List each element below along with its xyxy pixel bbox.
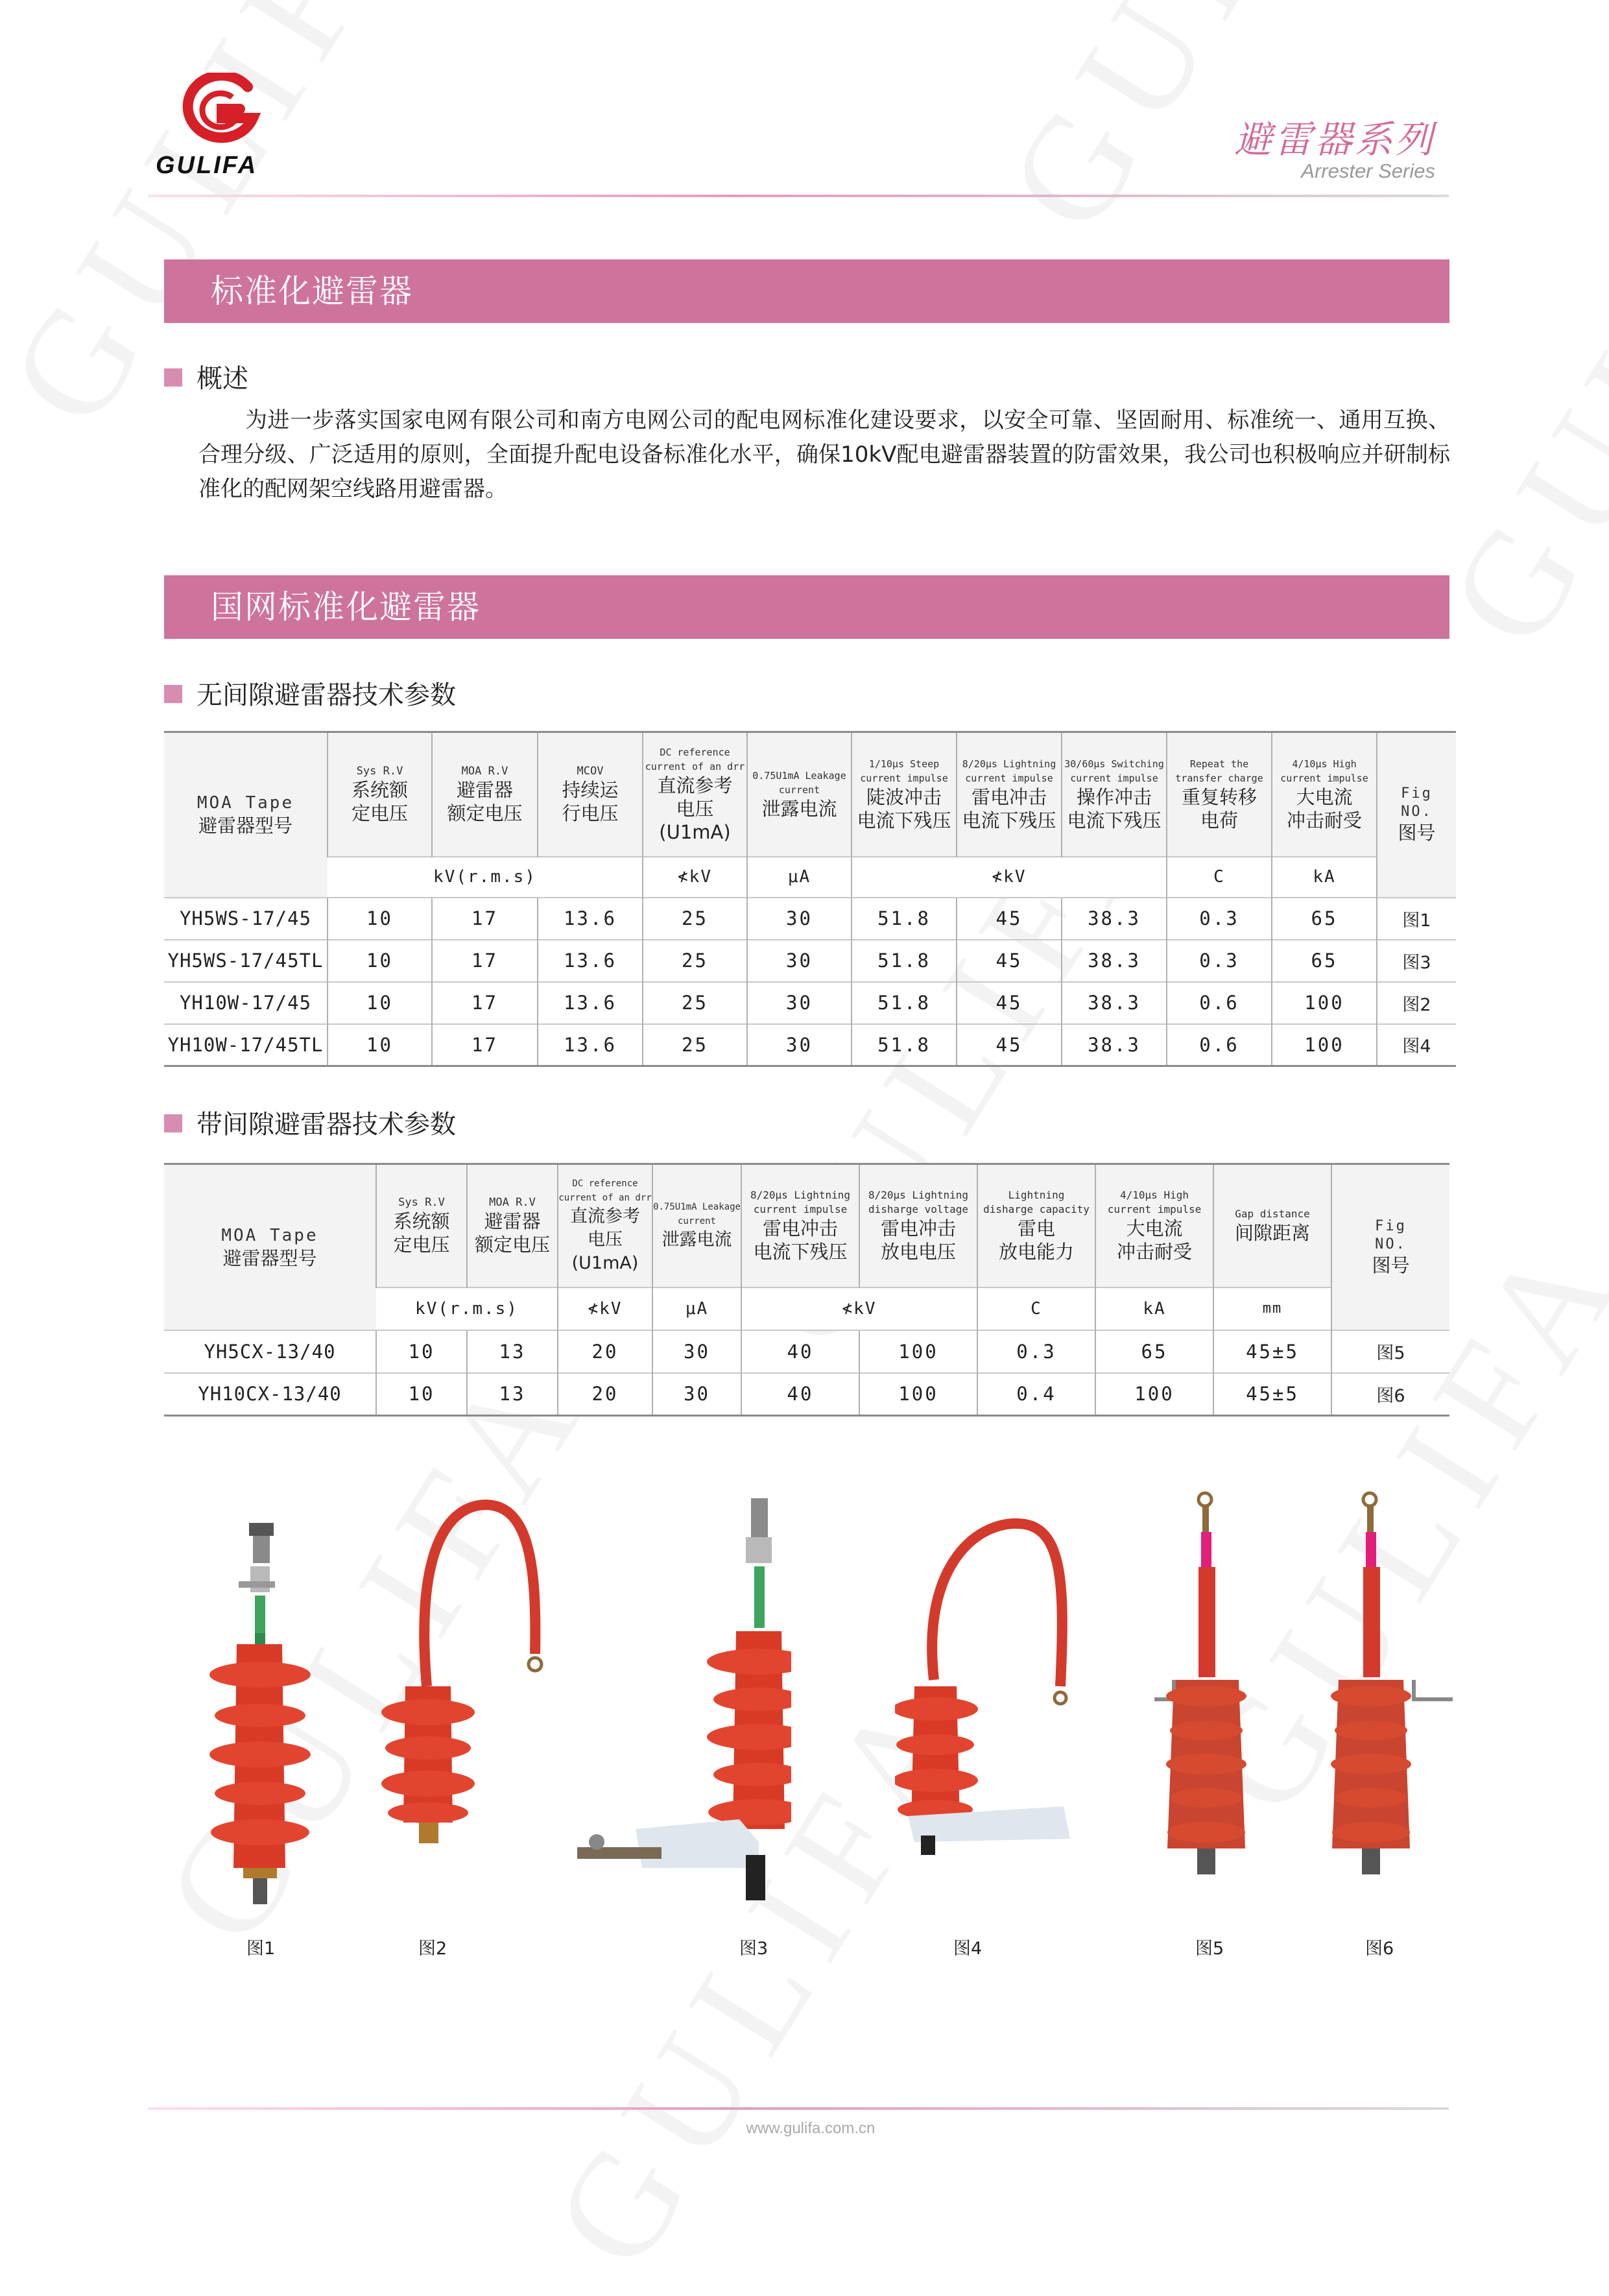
table-cell: 0.4 <box>977 1373 1095 1416</box>
header-en: 4/10μs High current impulse <box>1107 1188 1202 1215</box>
header-cn: 避雷器 额定电压 <box>447 778 523 824</box>
table2-header-cell <box>376 1164 467 1287</box>
table-cell: 13 <box>467 1373 558 1416</box>
table1-header-cell <box>643 732 747 857</box>
figure-caption-6: 图6 <box>1365 1939 1394 1959</box>
table-cell: 17 <box>432 940 538 982</box>
header-cn: 间隙距离 <box>1234 1221 1310 1244</box>
header-en: MOA Tape <box>221 1225 318 1245</box>
table1-header-cell <box>538 732 643 857</box>
table-row <box>164 1330 1449 1373</box>
header-en: 30/60μs Switching current impulse <box>1064 758 1164 784</box>
table-cell: 25 <box>643 982 747 1024</box>
table-cell: 图4 <box>1377 1024 1456 1066</box>
table-cell: 0.6 <box>1167 1024 1272 1066</box>
table-cell: 30 <box>747 982 852 1024</box>
table-cell: 40 <box>741 1330 859 1373</box>
table-cell: 10 <box>376 1330 467 1373</box>
header-en: Gap distance <box>1235 1207 1310 1220</box>
table-cell: 30 <box>652 1330 741 1373</box>
header-cn: 图号 <box>1372 1254 1410 1276</box>
header-en: Fig NO. <box>1375 1217 1407 1252</box>
table1-heading <box>164 675 456 712</box>
table-cell: 100 <box>1272 1024 1377 1066</box>
table-cell: 17 <box>432 982 538 1024</box>
table-cell: 0.6 <box>1167 982 1272 1024</box>
header-cn: 持续运 行电压 <box>562 778 619 824</box>
table1-header-cell <box>1272 732 1377 857</box>
header-cn: 泄露电流 <box>761 797 837 820</box>
arrester-figure-1 <box>162 1505 311 1920</box>
table-cell: 30 <box>747 940 852 982</box>
table1-header-cell <box>164 732 328 898</box>
header-subtitle: Arrester Series <box>1301 160 1435 182</box>
bullet-square-icon <box>164 368 182 387</box>
table-cell: 100 <box>859 1330 977 1373</box>
table2-header-cell <box>467 1164 558 1287</box>
table-row <box>164 1024 1456 1066</box>
header-cn: 雷电冲击 电流下残压 <box>753 1217 848 1263</box>
table-cell: 65 <box>1095 1330 1213 1373</box>
table-cell: 30 <box>652 1373 741 1416</box>
table-cell: 100 <box>1095 1373 1213 1416</box>
table-cell: 图5 <box>1331 1330 1449 1373</box>
table-cell: 10 <box>328 982 432 1024</box>
footer-divider <box>148 2107 1449 2110</box>
table1-header-cell <box>432 732 538 857</box>
header-cn: 大电流 冲击耐受 <box>1286 785 1362 831</box>
unit-cell: ≮kV <box>558 1287 652 1330</box>
header-cn: 雷电 放电能力 <box>998 1217 1074 1263</box>
table2-body <box>164 1330 1449 1416</box>
table-cell: 图2 <box>1377 982 1456 1024</box>
table-row <box>164 940 1456 982</box>
unit-cell: ≮kV <box>852 857 1167 898</box>
header-en: MOA R.V <box>461 764 508 778</box>
footer-url: www.gulifa.com.cn <box>746 2120 876 2137</box>
table-cell: 38.3 <box>1062 1024 1167 1066</box>
table-cell: 13 <box>467 1330 558 1373</box>
figure-caption-3: 图3 <box>739 1939 769 1959</box>
header-title: 避雷器系列 <box>1234 117 1435 161</box>
header-divider <box>148 195 1449 197</box>
header-en: 1/10μs Steep current impulse <box>860 758 948 784</box>
unit-cell: kV(r.m.s) <box>376 1287 558 1330</box>
table2-header-cell <box>977 1164 1095 1287</box>
table-cell: 45±5 <box>1213 1330 1331 1373</box>
table-cell: 10 <box>376 1373 467 1416</box>
table2-header-row <box>164 1164 1449 1287</box>
header-en: 0.75U1mA Leakage current <box>653 1201 741 1226</box>
logo-text: GULIFA <box>156 152 258 179</box>
header-cn: 大电流 冲击耐受 <box>1116 1217 1192 1263</box>
unit-cell: ≮kV <box>643 857 747 898</box>
header-en: MOA Tape <box>197 793 294 813</box>
table-cell: 51.8 <box>852 898 957 940</box>
header-cn: 操作冲击 电流下残压 <box>1067 785 1162 831</box>
table2-heading-text: 带间隙避雷器技术参数 <box>197 1110 456 1140</box>
table-cell: 65 <box>1272 940 1377 982</box>
header-cn: 图号 <box>1398 822 1436 844</box>
table2-header-cell <box>1213 1164 1331 1287</box>
table-cell: 13.6 <box>538 982 643 1024</box>
table-cell: 45 <box>957 940 1062 982</box>
header-en: Fig NO. <box>1401 785 1433 820</box>
unit-cell: ≮kV <box>741 1287 977 1330</box>
unit-cell: C <box>1167 857 1272 898</box>
overview-heading <box>164 358 248 395</box>
gulifa-logo-icon <box>170 73 267 149</box>
table2-header-cell <box>652 1164 741 1287</box>
header-en: 8/20μs Lightning disharge voltage <box>868 1188 969 1215</box>
table1-header-cell <box>852 732 957 857</box>
header-en: DC reference current of an drr <box>558 1178 652 1203</box>
model-cell: YH10W-17/45 <box>164 982 328 1024</box>
table2-header-cell <box>859 1164 977 1287</box>
table-cell: 38.3 <box>1062 898 1167 940</box>
unit-cell: kV(r.m.s) <box>328 857 643 898</box>
table2-header-cell <box>164 1164 376 1330</box>
table-cell: 10 <box>328 940 432 982</box>
section-band-standard-arrester: 标准化避雷器 <box>164 259 1449 323</box>
header-en: MOA R.V <box>489 1195 536 1209</box>
header-en: 0.75U1mA Leakage current <box>752 769 846 796</box>
header-cn: 雷电冲击 电流下残压 <box>962 785 1056 831</box>
figure-caption-1: 图1 <box>246 1939 276 1959</box>
table-cell: 20 <box>558 1373 652 1416</box>
arrester-figure-6 <box>1317 1485 1459 1887</box>
table-cell: 图3 <box>1377 940 1456 982</box>
unit-cell: mm <box>1213 1287 1331 1330</box>
table-cell: 图6 <box>1331 1373 1449 1416</box>
table-cell: 100 <box>1272 982 1377 1024</box>
bullet-square-icon <box>164 685 182 703</box>
header-cn: 避雷器型号 <box>222 1247 317 1269</box>
table-cell: 30 <box>747 1024 852 1066</box>
overview-paragraph <box>198 403 1450 507</box>
header-en: 4/10μs High current impulse <box>1280 758 1368 784</box>
unit-cell: C <box>977 1287 1095 1330</box>
table-cell: 65 <box>1272 898 1377 940</box>
overview-text: 为进一步落实国家电网有限公司和南方电网公司的配电网标准化建设要求，以安全可靠、坚固耐用、标准统一、通用互换、合理分级、广泛适用的原则，全面提升配电设备标准化水平，确保10kV配电避雷器装置的防雷效果，我公司也积极响应并研制标准化的配网架空线路用避雷器。 <box>198 407 1450 502</box>
table2-header-cell <box>558 1164 652 1287</box>
table1-header-cell <box>747 732 852 857</box>
section-band-state-grid-arrester: 国网标准化避雷器 <box>164 575 1449 639</box>
table2-heading <box>164 1104 456 1141</box>
table-cell: 13.6 <box>538 940 643 982</box>
model-cell: YH10CX-13/40 <box>164 1373 376 1416</box>
header-cn: 直流参考 电压(U1mA) <box>570 1206 640 1273</box>
table-cell: 51.8 <box>852 982 957 1024</box>
header-cn: 重复转移 电荷 <box>1181 785 1257 831</box>
table2-header-cell <box>1331 1164 1449 1330</box>
header-en: Sys R.V <box>356 764 403 778</box>
table1-heading-text: 无间隙避雷器技术参数 <box>197 680 456 710</box>
table1-header-cell <box>957 732 1062 857</box>
table1-body <box>164 898 1456 1066</box>
table-cell: 51.8 <box>852 940 957 982</box>
table1-header-cell <box>1062 732 1167 857</box>
header-cn: 陡波冲击 电流下残压 <box>857 785 951 831</box>
table-cell: 10 <box>328 1024 432 1066</box>
table-cell: 45 <box>957 982 1062 1024</box>
arrester-figure-2 <box>376 1498 551 1855</box>
model-cell: YH5WS-17/45TL <box>164 940 328 982</box>
unit-cell: μA <box>652 1287 741 1330</box>
figure-caption-2: 图2 <box>418 1939 447 1959</box>
unit-cell: kA <box>1272 857 1377 898</box>
table-cell: 40 <box>741 1373 859 1416</box>
header-cn: 泄露电流 <box>661 1229 732 1250</box>
header-cn: 雷电冲击 放电电压 <box>880 1217 956 1263</box>
table-cell: 45 <box>957 1024 1062 1066</box>
table-cell: 38.3 <box>1062 940 1167 982</box>
header-en: Sys R.V <box>398 1195 445 1209</box>
table-cell: 25 <box>643 898 747 940</box>
arrester-figure-5 <box>1154 1485 1284 1887</box>
table-cell: 25 <box>643 1024 747 1066</box>
table-cell: 45±5 <box>1213 1373 1331 1416</box>
table-cell: 38.3 <box>1062 982 1167 1024</box>
gapless-arrester-table <box>164 731 1456 1067</box>
table-cell: 51.8 <box>852 1024 957 1066</box>
header-en: 8/20μs Lightning current impulse <box>962 758 1056 784</box>
table-cell: 45 <box>957 898 1062 940</box>
model-cell: YH5CX-13/40 <box>164 1330 376 1373</box>
unit-cell: μA <box>747 857 852 898</box>
overview-heading-text: 概述 <box>197 364 248 394</box>
arrester-figure-3 <box>571 1492 791 1920</box>
table-cell: 0.3 <box>1167 898 1272 940</box>
table-cell: 0.3 <box>1167 940 1272 982</box>
table-cell: 20 <box>558 1330 652 1373</box>
table-cell: 13.6 <box>538 1024 643 1066</box>
table2-header-cell <box>741 1164 859 1287</box>
header-cn: 系统额 定电压 <box>351 778 408 824</box>
table-cell: 17 <box>432 1024 538 1066</box>
header-cn: 系统额 定电压 <box>393 1210 450 1256</box>
unit-cell: kA <box>1095 1287 1213 1330</box>
table-cell: 0.3 <box>977 1330 1095 1373</box>
arrester-figure-4 <box>895 1511 1090 1855</box>
table-cell: 30 <box>747 898 852 940</box>
bullet-square-icon <box>164 1114 182 1132</box>
table1-unit-row <box>164 857 1456 898</box>
table1-header-cell <box>328 732 432 857</box>
header-cn: 直流参考 电压(U1mA) <box>657 774 733 843</box>
figure-caption-4: 图4 <box>953 1939 983 1959</box>
header-en: 8/20μs Lightning current impulse <box>750 1188 851 1215</box>
table2-header-cell <box>1095 1164 1213 1287</box>
table-cell: 10 <box>328 898 432 940</box>
table1-header-row <box>164 732 1456 857</box>
table-row <box>164 898 1456 940</box>
header-cn: 避雷器型号 <box>198 815 292 837</box>
table1-header-cell <box>1377 732 1456 898</box>
table-row <box>164 982 1456 1024</box>
model-cell: YH5WS-17/45 <box>164 898 328 940</box>
table-cell: 25 <box>643 940 747 982</box>
table1-header-cell <box>1167 732 1272 857</box>
header-en: MCOV <box>577 764 604 778</box>
table-cell: 13.6 <box>538 898 643 940</box>
header-en: DC reference current of an drr <box>645 746 745 772</box>
table-row <box>164 1373 1449 1416</box>
model-cell: YH10W-17/45TL <box>164 1024 328 1066</box>
header-cn: 避雷器 额定电压 <box>474 1210 550 1256</box>
gapped-arrester-table <box>164 1163 1449 1417</box>
table-cell: 17 <box>432 898 538 940</box>
table-cell: 100 <box>859 1373 977 1416</box>
table-cell: 图1 <box>1377 898 1456 940</box>
header-en: Lightning disharge capacity <box>983 1188 1090 1215</box>
figure-caption-5: 图5 <box>1195 1939 1224 1959</box>
header-en: Repeat the transfer charge <box>1175 758 1263 784</box>
